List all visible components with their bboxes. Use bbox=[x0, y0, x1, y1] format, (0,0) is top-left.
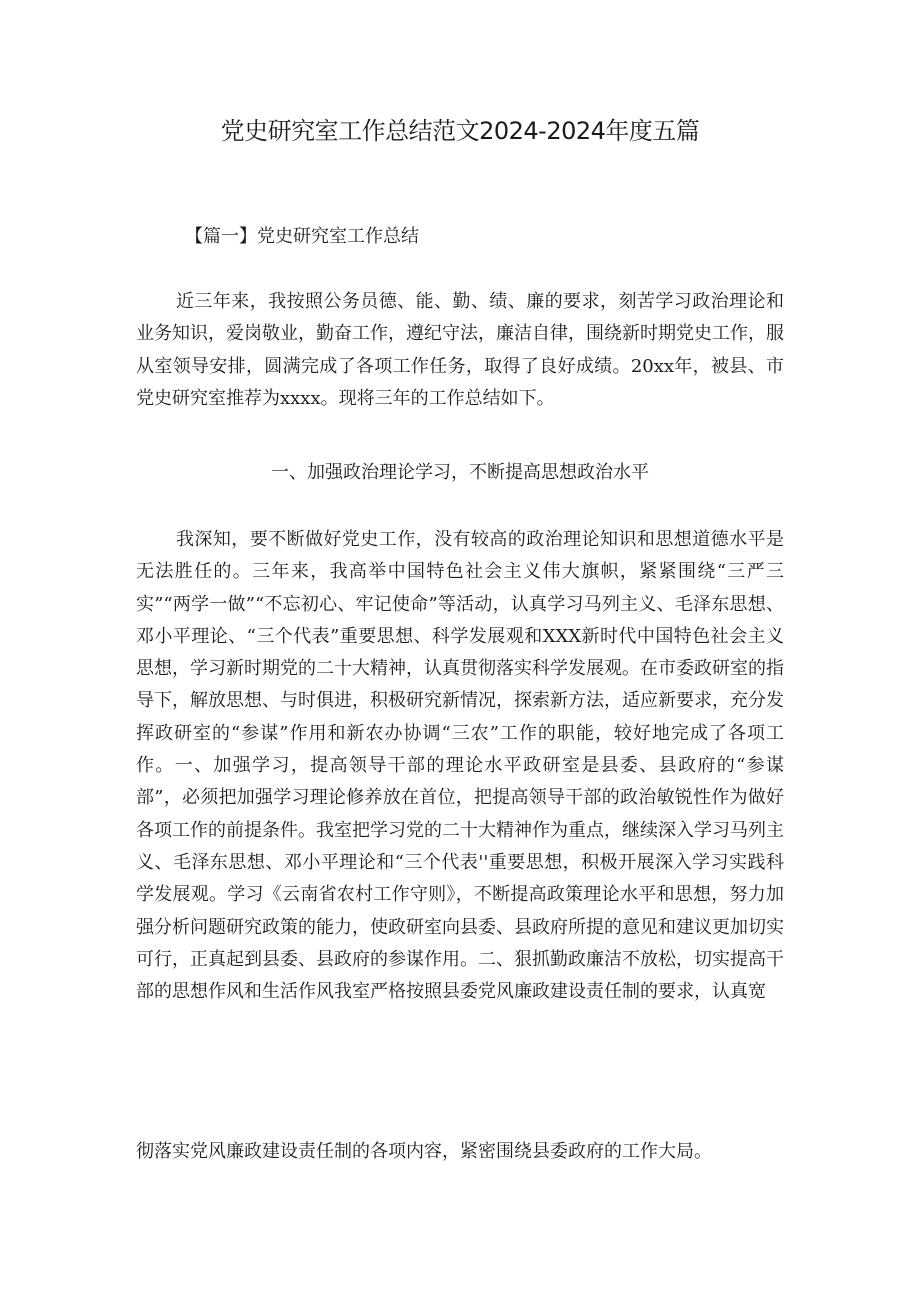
paragraph-continued: 彻落实党风廉政建设责任制的各项内容，紧密围绕县委政府的工作大局。 bbox=[136, 1141, 712, 1162]
paragraph-intro: 近三年来，我按照公务员德、能、勤、绩、廉的要求，刻苦学习政治理论和业务知识，爱岗敬业，勤奋工作，遵纪守法，廉洁自律，围绕新时期党史工作，服从室领导安排，圆满完成了各项工作任务，取得了良好成绩。20xx年，被县、市党史研究室推荐为xxxx。现将三年的工作总结如下。 bbox=[136, 291, 784, 409]
section-label: 【篇一】党史研究室工作总结 bbox=[185, 226, 419, 247]
section-heading: 一、加强政治理论学习，不断提高思想政治水平 bbox=[271, 462, 649, 483]
document-title: 党史研究室工作总结范文2024-2024年度五篇 bbox=[220, 117, 700, 145]
paragraph-body: 我深知，要不断做好党史工作，没有较高的政治理论知识和思想道德水平是无法胜任的。三年来，我高举中国特色社会主义伟大旗帜，紧紧围绕“三严三实”“两学一做”“不忘初心、牢记使命”等活动，认真学习马列主义、毛泽东思想、邓小平理论、“三个代表”重要思想、科学发展观和XXX新时代中国特色社会主义思想，学习新时期党的二十大精神，认真贯彻落实科学发展观。在市委政研室的指导下，解放思想、与时俱进，积极研究新情况，探索新方法，适应新要求，充分发挥政研室的“参谋”作用和新农办协调“三农”工作的职能，较好地完成了各项工作。一、加强学习，提高领导干部的理论水平政研室是县委、县政府的“参谋部”，必须把加强学习理论修养放在首位，把提高领导干部的政治敏锐性作为做好各项工作的前提条件。我室把学习党的二十大精神作为重点，继续深入学习马列主义、毛泽东思想、邓小平理论和“三个代表''重要思想，积极开展深入学习实践科学发展观。学习《云南省农村工作守则》，不断提高政策理论水平和思想，努力加强分析问题研究政策的能力，使政研室向县委、县政府所提的意见和建议更加切实可行，正真起到县委、县政府的参谋作用。二、狠抓勤政廉洁不放松，切实提高干部的思想作风和生活作风我室严格按照县委党风廉政建设责任制的要求，认真宽 bbox=[136, 529, 784, 1003]
